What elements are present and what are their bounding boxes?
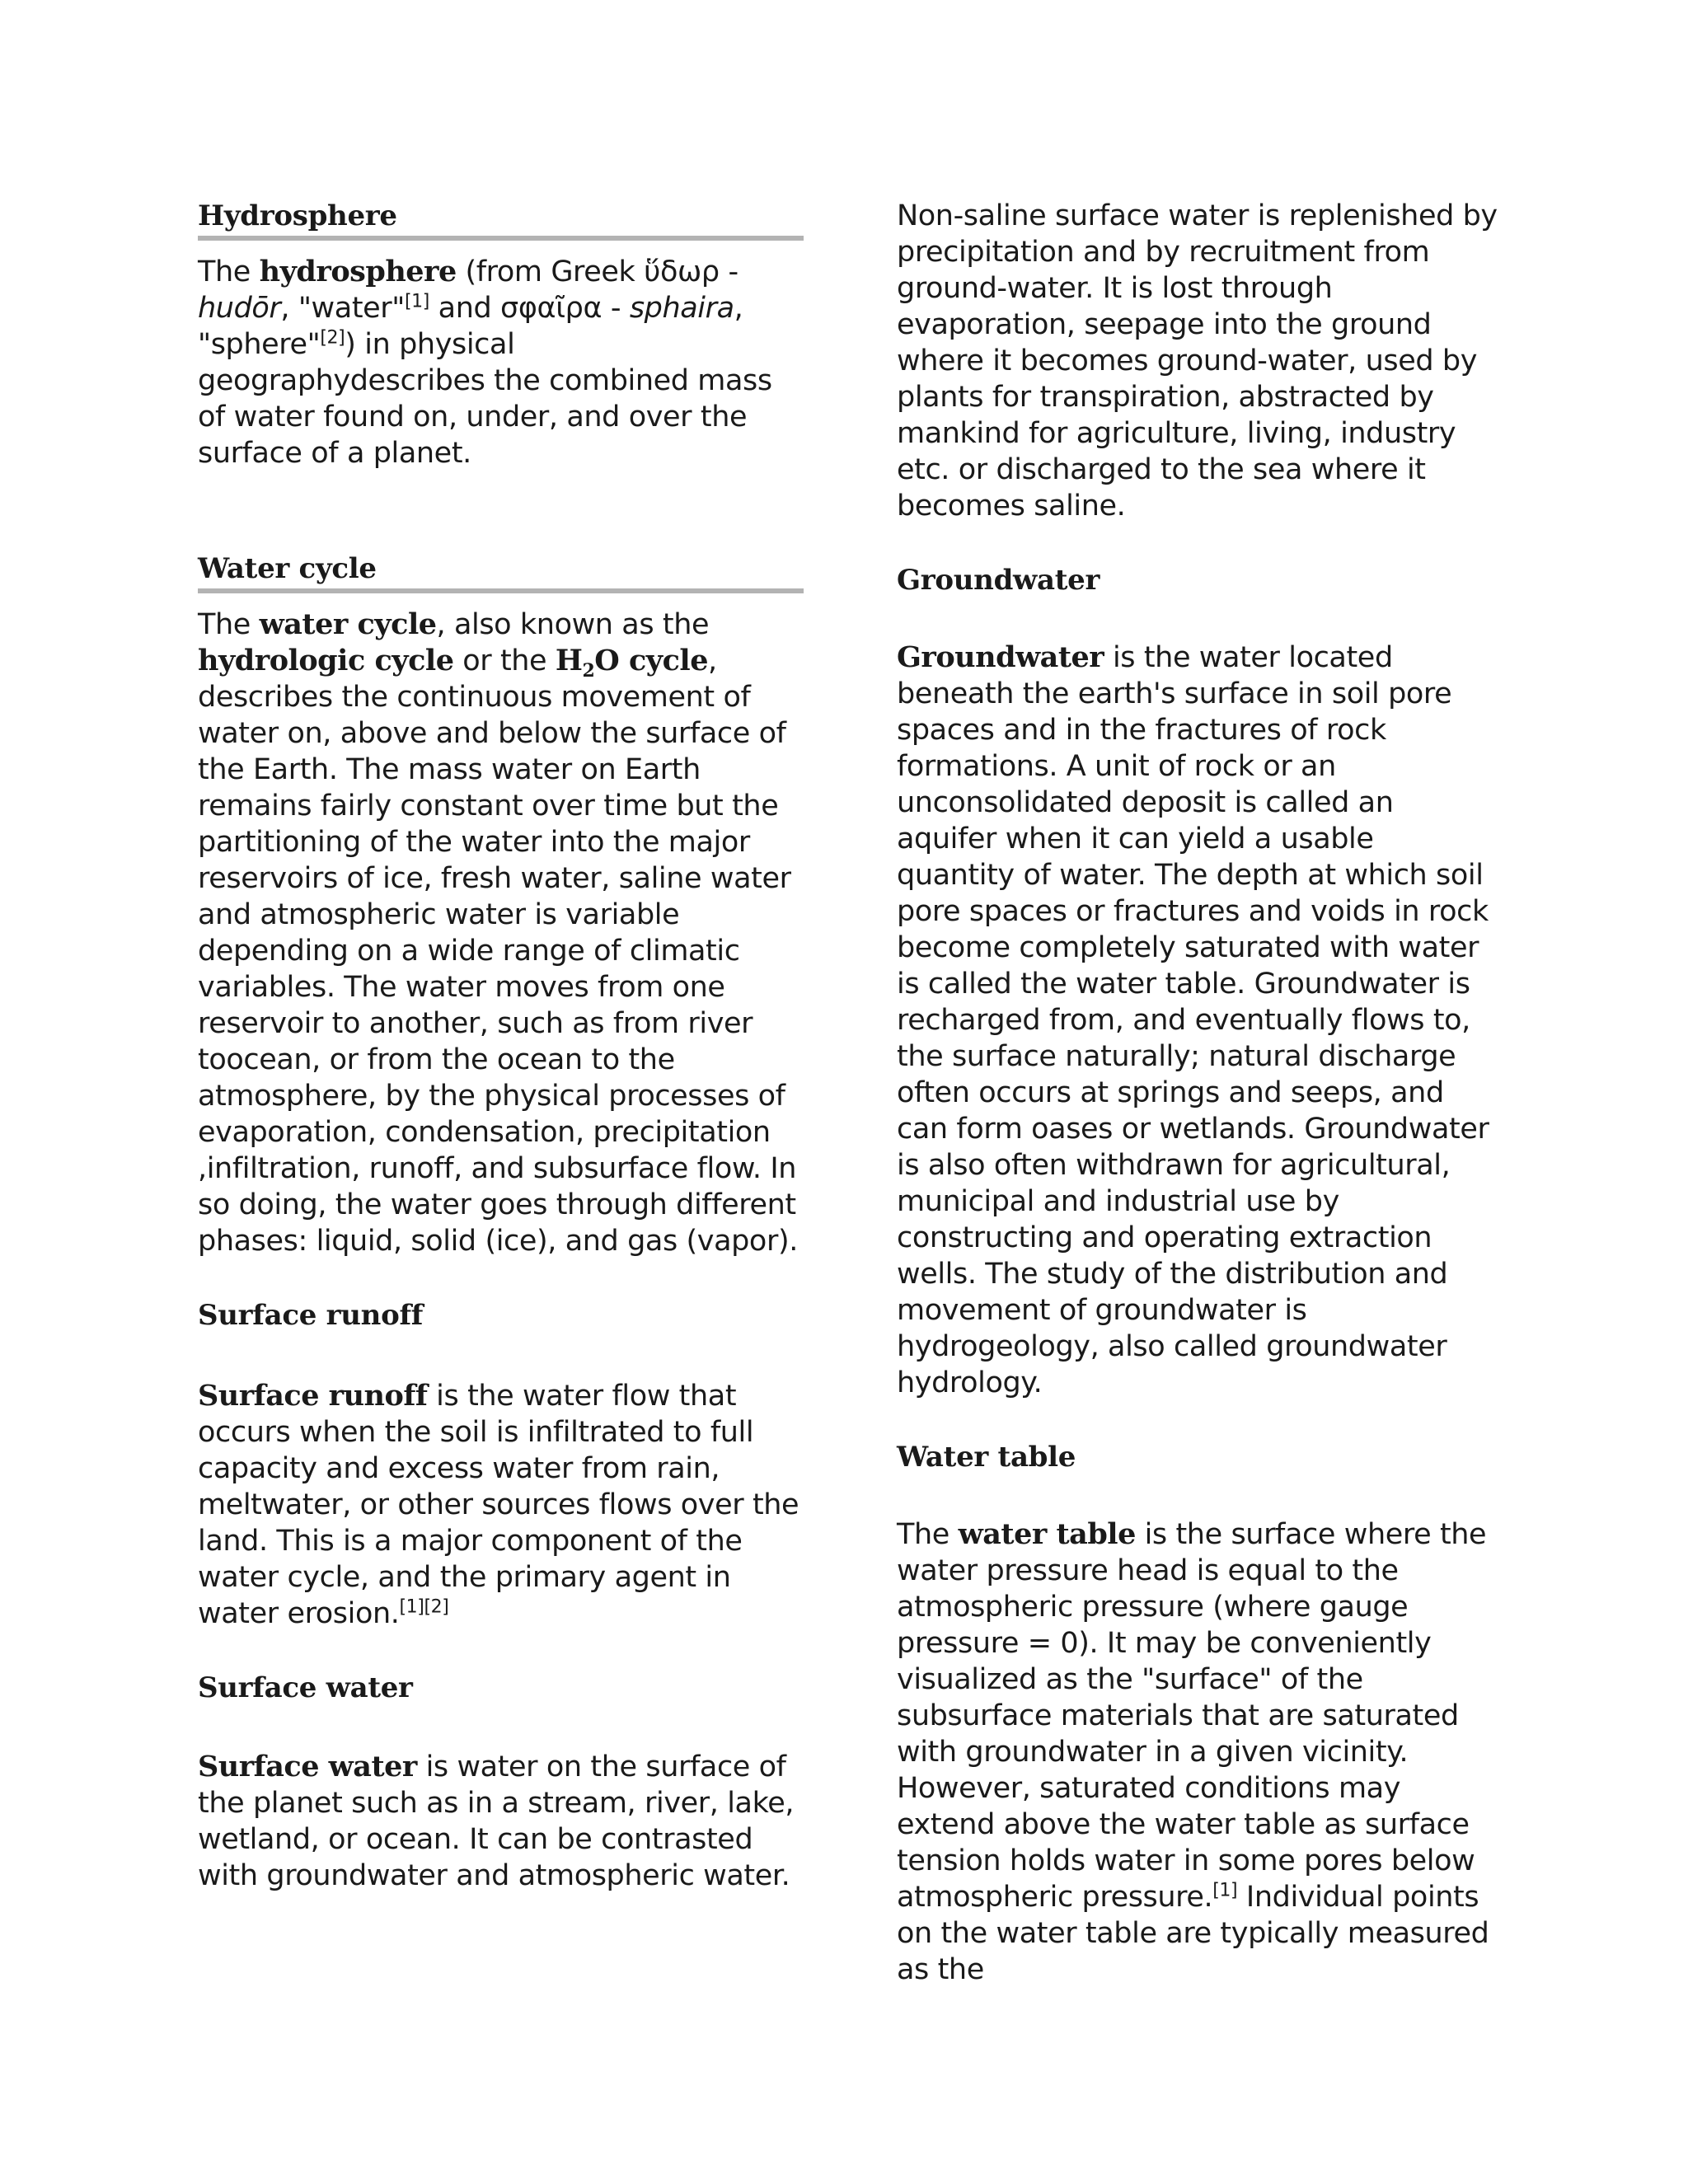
reference-link[interactable]: [2] xyxy=(320,327,345,349)
transliteration-sphaira: sphaira xyxy=(629,292,734,325)
subscript-2: 2 xyxy=(582,660,595,682)
text: or the xyxy=(453,644,556,677)
text: , also known as the xyxy=(436,608,710,641)
left-column xyxy=(198,196,804,1894)
greek-word-water: ὕδωρ xyxy=(644,255,720,288)
text: The xyxy=(897,1518,959,1551)
text: - xyxy=(602,292,630,325)
paragraph-water-cycle xyxy=(198,607,804,1259)
text: The xyxy=(198,255,260,288)
heading-groundwater: Groundwater xyxy=(897,564,1100,597)
text: is water on the surface of the planet such as in a stream, river, lake, wetland, or ocean. It can be contrasted with groundwater and atmospheric water. xyxy=(198,1750,795,1892)
paragraph-non-saline-water: Non-saline surface water is replenished by precipitation and by recruitment from ground-water. It is lost through evaporation, seepage into the ground where it becomes ground-water, used by plants for transpiration, abstracted by mankind for agriculture, living, industry etc. or discharged to the sea where it becomes saline. xyxy=(897,199,1498,523)
term-groundwater: Groundwater xyxy=(897,640,1104,674)
text: is the surface where the water pressure head is equal to the atmospheric pressure (where gauge pressure = 0). It may be conveniently visualized as the "surface" of the subsurface materials that are saturated with groundwater in a given vicinity. However, saturated conditions may extend above the water table as surface tension holds water in some pores below atmospheric pressure. xyxy=(897,1518,1487,1914)
reference-link[interactable]: [1] xyxy=(1212,1880,1238,1901)
text: and xyxy=(429,292,501,325)
text: O cycle xyxy=(594,644,708,677)
text: The xyxy=(198,608,260,641)
heading-water-table: Water table xyxy=(897,1441,1076,1474)
term-water-cycle: water cycle xyxy=(259,607,437,641)
greek-word-sphere: σφαῖρα xyxy=(500,292,603,325)
transliteration-hudor: hudōr xyxy=(198,292,281,325)
paragraph-surface-water xyxy=(198,1749,804,1894)
text: H xyxy=(555,644,583,677)
text: , describes the continuous movement of water on, above and below the surface of the Earth. The mass water on Earth remains fairly constant over time but the partitioning of the water into the major reservoirs of ice, fresh water, saline water and atmospheric water is variable depending on a wide range of climatic variables. The water moves from one reservoir to another, such as from river toocean, or from the ocean to the atmosphere, by the physical processes of evaporation, condensation, precipitation ,infiltration, runoff, and subsurface flow. In so doing, the water goes through different phases: liquid, solid (ice), and gas (vapor). xyxy=(198,644,798,1258)
text: , "sphere" xyxy=(198,292,743,361)
term-surface-water: Surface water xyxy=(198,1750,417,1783)
term-h2o-cycle xyxy=(555,644,708,682)
term-surface-runoff: Surface runoff xyxy=(198,1379,428,1413)
paragraph-hydrosphere xyxy=(198,254,804,471)
right-column xyxy=(897,196,1498,1988)
reference-link[interactable]: [1][2] xyxy=(399,1596,449,1618)
heading-surface-water: Surface water xyxy=(198,1671,413,1704)
text: - xyxy=(719,255,738,288)
text: Individual points on the water table are typically measured as the xyxy=(897,1881,1489,1986)
text: , "water" xyxy=(280,292,405,325)
text: ) in physical geographydescribes the combined mass of water found on, under, and over the surface of a planet. xyxy=(198,328,772,470)
text: is the water flow that occurs when the soil is infiltrated to full capacity and excess water from rain, meltwater, or other sources flows over the land. This is a major component of the water cycle, and the primary agent in water erosion. xyxy=(198,1380,799,1630)
paragraph-water-table xyxy=(897,1516,1498,1988)
term-hydrologic-cycle: hydrologic cycle xyxy=(198,644,454,677)
term-hydrosphere: hydrosphere xyxy=(259,255,457,288)
heading-hydrosphere: Hydrosphere xyxy=(198,198,804,241)
term-water-table: water table xyxy=(958,1517,1136,1551)
text: (from Greek xyxy=(456,255,645,288)
paragraph-groundwater xyxy=(897,640,1498,1401)
paragraph-surface-runoff xyxy=(198,1378,804,1632)
heading-water-cycle: Water cycle xyxy=(198,551,804,593)
reference-link[interactable]: [1] xyxy=(404,291,429,312)
text: is the water located beneath the earth's surface in soil pore spaces and in the fractures of rock formations. A unit of rock or an unconsolidated deposit is called an aquifer when it can yield a usable quantity of water. The depth at which soil pore spaces or fractures and voids in rock become completely saturated with water is called the water table. Groundwater is recharged from, and eventually flows to, the surface naturally; natural discharge often occurs at springs and seeps, and can form oases or wetlands. Groundwater is also often withdrawn for agricultural, municipal and industrial use by constructing and operating extraction wells. The study of the distribution and movement of groundwater is hydrogeology, also called groundwater hydrology. xyxy=(897,641,1489,1399)
heading-surface-runoff: Surface runoff xyxy=(198,1299,424,1332)
